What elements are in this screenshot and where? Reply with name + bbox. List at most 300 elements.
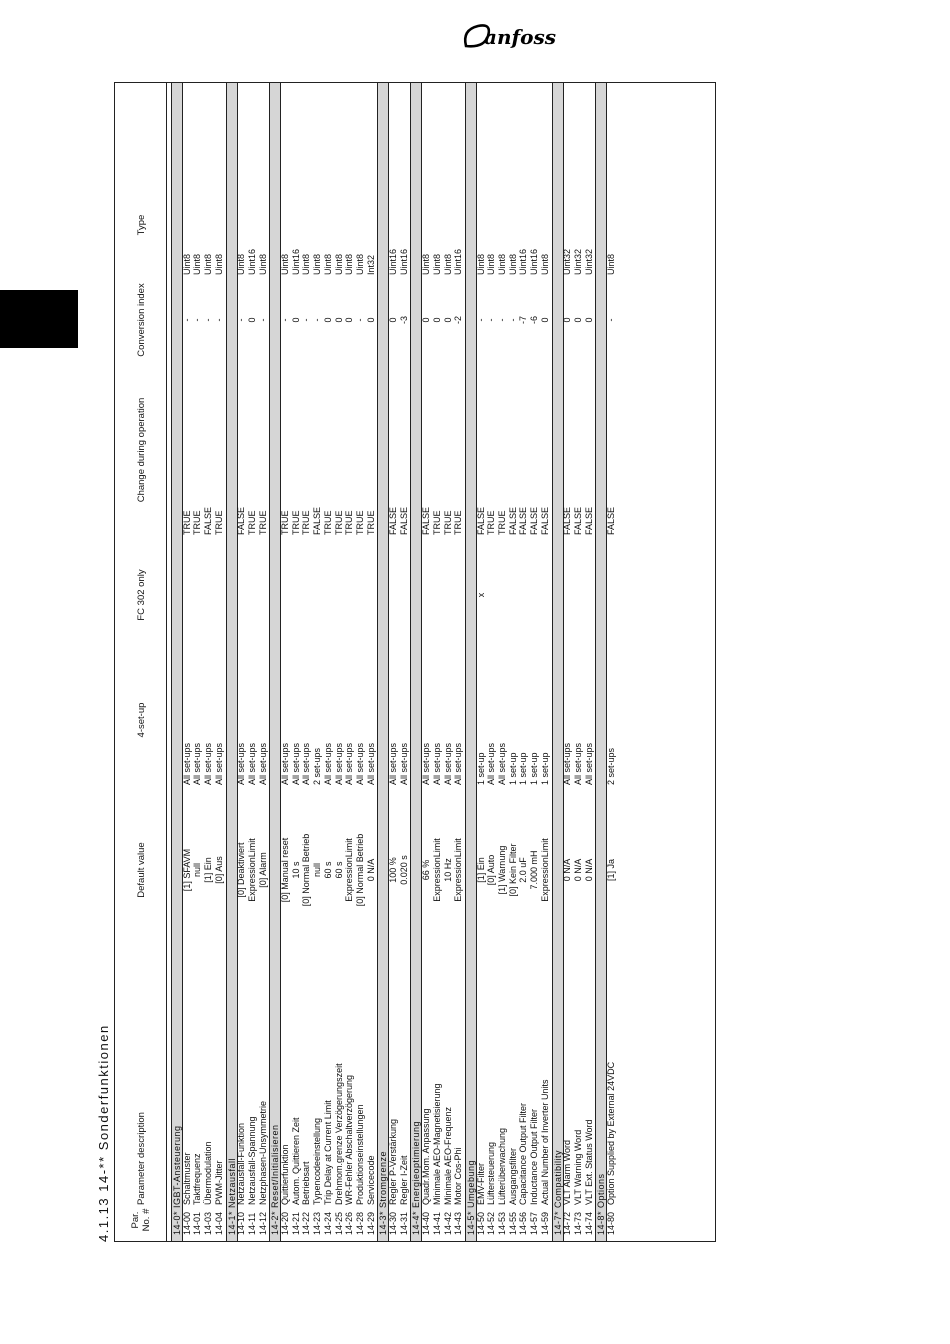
cell-description: WR-Fehler Abschaltverzögerung	[344, 1074, 355, 1205]
cell-default-value: 10 Hz	[442, 858, 453, 882]
cell-change-during-operation: TRUE	[290, 510, 301, 535]
group-title: 14-1* Netzausfall	[226, 1157, 237, 1235]
cell-setup: All set-ups	[344, 742, 355, 785]
group-title: 14-3* Stromgrenze	[378, 1150, 389, 1235]
header-par-no: Par. No. #	[130, 1208, 152, 1232]
table-row	[453, 83, 463, 1241]
cell-par-no: 14-52	[486, 1211, 497, 1235]
cell-default-value: ExpressionLimit	[344, 838, 355, 902]
table-row	[355, 83, 365, 1241]
cell-setup: All set-ups	[333, 742, 344, 785]
cell-change-during-operation: TRUE	[344, 510, 355, 535]
cell-description: Quadr.Mom. Anpassung	[421, 1108, 432, 1205]
cell-change-during-operation: TRUE	[431, 510, 442, 535]
table-row	[182, 83, 192, 1241]
cell-conversion-index: 0	[562, 317, 573, 323]
cell-conversion-index: -	[486, 318, 497, 322]
cell-type: Uint8	[486, 253, 497, 275]
cell-par-no: 14-74	[583, 1211, 594, 1235]
cell-default-value: 0 N/A	[572, 858, 583, 882]
cell-default-value: [0] Auto	[486, 854, 497, 886]
cell-default-value: ExpressionLimit	[539, 838, 550, 902]
cell-fc302	[355, 535, 365, 655]
cell-type: Uint8	[312, 253, 323, 275]
cell-conversion-index: -	[181, 318, 192, 322]
cell-par-no: 14-80	[606, 1211, 616, 1235]
cell-conversion-index: 0	[539, 317, 550, 323]
cell-type: Uint16	[529, 248, 540, 275]
cell-par-no: 14-10	[236, 1211, 247, 1235]
cell-fc302	[334, 535, 344, 655]
cell-description: Produktionseinstellungen	[354, 1104, 365, 1205]
cell-description: Netzausfall-Spannung	[246, 1116, 257, 1205]
chapter-tab-marker	[0, 290, 78, 348]
table-row	[214, 83, 224, 1241]
table-row	[192, 83, 202, 1241]
cell-default-value: null	[192, 863, 203, 878]
cell-description: PWM-Jitter	[213, 1160, 224, 1205]
cell-default-value: [0] Normal Betrieb	[301, 833, 312, 907]
cell-default-value: [1] SFAVM	[181, 848, 192, 892]
group-title: 14-7* Compatibility	[552, 1149, 563, 1235]
cell-change-during-operation: FALSE	[507, 506, 518, 535]
cell-change-during-operation: FALSE	[583, 506, 594, 535]
cell-default-value: [0] Aus	[213, 856, 224, 884]
cell-fc302	[584, 535, 594, 655]
cell-setup: All set-ups	[213, 742, 224, 785]
cell-type: Uint8	[431, 253, 442, 275]
table-row	[443, 83, 453, 1241]
cell-fc302	[399, 535, 409, 655]
cell-fc302	[344, 535, 354, 655]
cell-description: Drehmom.grenze Verzögerungszeit	[333, 1063, 344, 1205]
cell-par-no: 14-22	[301, 1211, 312, 1235]
cell-type: Int32	[365, 254, 376, 275]
cell-par-no: 14-43	[453, 1211, 464, 1235]
table-row	[366, 83, 376, 1241]
cell-fc302	[443, 535, 453, 655]
cell-conversion-index: -	[203, 318, 214, 322]
cell-description: Minimale AEO-Frequenz	[442, 1106, 453, 1205]
cell-par-no: 14-59	[539, 1211, 550, 1235]
cell-default-value: 60 s	[333, 861, 344, 879]
cell-par-no: 14-55	[507, 1211, 518, 1235]
cell-change-during-operation: FALSE	[236, 506, 247, 535]
cell-par-no: 14-23	[312, 1211, 323, 1235]
cell-setup: All set-ups	[431, 742, 442, 785]
cell-change-during-operation: FALSE	[421, 506, 432, 535]
cell-setup: All set-ups	[497, 742, 507, 785]
cell-conversion-index: 0	[583, 317, 594, 323]
table-row	[584, 83, 594, 1241]
cell-conversion-index: -6	[529, 316, 540, 325]
danfoss-logo	[458, 16, 558, 56]
cell-type: Uint16	[398, 248, 409, 275]
group-title: 14-5* Umgebung	[465, 1159, 476, 1235]
cell-setup: All set-ups	[280, 742, 290, 785]
table-row	[562, 83, 572, 1241]
cell-setup: 1 set-up	[529, 752, 540, 785]
cell-fc302	[562, 535, 572, 655]
cell-conversion-index: -	[213, 318, 224, 322]
cell-par-no: 14-04	[213, 1211, 224, 1235]
cell-change-during-operation: TRUE	[354, 510, 365, 535]
cell-conversion-index: -	[312, 318, 323, 322]
rotated-page-content	[96, 62, 726, 1242]
table-row	[606, 83, 616, 1241]
cell-change-during-operation: TRUE	[333, 510, 344, 535]
cell-change-during-operation: TRUE	[257, 510, 268, 535]
cell-description: Quittierfunktion	[280, 1144, 290, 1205]
cell-fc302	[323, 535, 333, 655]
cell-change-during-operation: TRUE	[246, 510, 257, 535]
cell-conversion-index: -2	[453, 316, 464, 325]
cell-type: Uint8	[236, 253, 247, 275]
table-row	[312, 83, 322, 1241]
cell-par-no: 14-21	[290, 1211, 301, 1235]
cell-default-value: [0] Kein Filter	[507, 843, 518, 897]
cell-conversion-index: -	[301, 318, 312, 322]
cell-conversion-index: -	[354, 318, 365, 322]
cell-conversion-index: -	[192, 318, 203, 322]
table-row	[247, 83, 257, 1241]
cell-change-during-operation: FALSE	[312, 506, 323, 535]
cell-setup: All set-ups	[301, 742, 312, 785]
cell-setup: All set-ups	[257, 742, 268, 785]
cell-default-value: 100 %	[388, 857, 398, 883]
cell-change-during-operation: TRUE	[365, 510, 376, 535]
table-row	[323, 83, 333, 1241]
cell-change-during-operation: TRUE	[192, 510, 203, 535]
cell-change-during-operation: TRUE	[301, 510, 312, 535]
cell-fc302	[280, 535, 290, 655]
cell-conversion-index: 0	[421, 317, 432, 323]
section-title: 4.1.13 14-** Sonderfunktionen	[96, 1024, 111, 1242]
table-header	[115, 83, 167, 1241]
cell-default-value: ExpressionLimit	[453, 838, 464, 902]
danfoss-logo-mark	[458, 16, 558, 56]
cell-conversion-index: -	[236, 318, 247, 322]
cell-fc302	[529, 535, 539, 655]
cell-par-no: 14-42	[442, 1211, 453, 1235]
cell-default-value: null	[312, 863, 323, 878]
cell-description: Capacitance Output Filter	[518, 1102, 529, 1205]
cell-conversion-index: -7	[518, 316, 529, 325]
cell-change-during-operation: FALSE	[606, 506, 616, 535]
cell-type: Uint8	[280, 253, 290, 275]
cell-par-no: 14-00	[181, 1211, 192, 1235]
cell-setup: 2 set-ups	[606, 747, 616, 785]
table-row	[573, 83, 583, 1241]
cell-setup: All set-ups	[365, 742, 376, 785]
cell-description: Actual Number of Inverter Units	[539, 1079, 550, 1205]
cell-type: Uint8	[354, 253, 365, 275]
cell-setup: All set-ups	[486, 742, 497, 785]
cell-description: VLT Warning Word	[572, 1129, 583, 1205]
cell-type: Uint8	[322, 253, 333, 275]
cell-type: Uint8	[192, 253, 203, 275]
cell-description: Typencodeeinstellung	[312, 1117, 323, 1205]
cell-default-value: [0] Manual reset	[280, 837, 290, 903]
cell-default-value: 66 %	[421, 859, 432, 881]
cell-description: Servicecode	[365, 1155, 376, 1205]
cell-fc302	[453, 535, 463, 655]
cell-type: Uint8	[475, 253, 486, 275]
cell-conversion-index: 0	[246, 317, 257, 323]
cell-type: Uint32	[572, 248, 583, 275]
header-change-during-operation: Change during operation	[135, 397, 147, 503]
cell-change-during-operation: FALSE	[529, 506, 540, 535]
cell-par-no: 14-24	[322, 1211, 333, 1235]
cell-setup: 1 set-up	[475, 752, 486, 785]
cell-type: Uint8	[203, 253, 214, 275]
table-row	[399, 83, 409, 1241]
cell-description: Betriebsart	[301, 1161, 312, 1205]
cell-par-no: 14-01	[192, 1211, 203, 1235]
cell-type: Uint16	[290, 248, 301, 275]
cell-par-no: 14-72	[562, 1211, 573, 1235]
cell-default-value: [0] Normal Betrieb	[354, 833, 365, 907]
cell-change-during-operation: FALSE	[562, 506, 573, 535]
cell-par-no: 14-29	[365, 1211, 376, 1235]
cell-par-no: 14-11	[246, 1212, 257, 1235]
parameter-table	[114, 82, 716, 1242]
table-row	[301, 83, 311, 1241]
cell-type: Uint16	[518, 248, 529, 275]
cell-change-during-operation: TRUE	[322, 510, 333, 535]
cell-setup: 1 set-up	[518, 752, 529, 785]
cell-change-during-operation: TRUE	[442, 510, 453, 535]
cell-fc302	[518, 535, 528, 655]
cell-conversion-index: -3	[398, 316, 409, 325]
cell-par-no: 14-31	[398, 1211, 409, 1235]
table-row	[540, 83, 550, 1241]
table-row	[518, 83, 528, 1241]
cell-description: Regler I-Zeit	[398, 1155, 409, 1205]
cell-par-no: 14-30	[388, 1211, 398, 1235]
cell-par-no: 14-20	[280, 1211, 290, 1235]
cell-description: EMV-Filter	[475, 1162, 486, 1205]
group-title: 14-0* IGBT-Ansteuerung	[172, 1125, 182, 1235]
cell-default-value: 0.020 s	[398, 855, 409, 885]
cell-fc302	[486, 535, 496, 655]
cell-default-value: ExpressionLimit	[246, 838, 257, 902]
cell-fc302	[421, 535, 431, 655]
header-description: Parameter description	[135, 1112, 147, 1205]
cell-fc302: x	[475, 592, 486, 598]
cell-description: VLT Ext. Status Word	[583, 1119, 594, 1205]
header-fc302: FC 302 only	[135, 569, 147, 621]
cell-setup: All set-ups	[246, 742, 257, 785]
cell-description: Regler P-Verstärkung	[388, 1118, 398, 1205]
cell-change-during-operation: FALSE	[388, 506, 398, 535]
cell-setup: All set-ups	[442, 742, 453, 785]
table-row	[432, 83, 442, 1241]
cell-fc302	[301, 535, 311, 655]
cell-description: Lüfterüberwachung	[497, 1127, 507, 1205]
cell-description: Schaltmuster	[181, 1152, 192, 1205]
cell-fc302	[606, 535, 616, 655]
cell-setup: 1 set-up	[539, 752, 550, 785]
cell-description: Netzphasen-Unsymmetrie	[257, 1100, 268, 1205]
cell-description: Minimale AEO-Magnetisierung	[431, 1083, 442, 1205]
cell-type: Uint8	[442, 253, 453, 275]
cell-par-no: 14-53	[497, 1211, 507, 1235]
cell-change-during-operation: TRUE	[453, 510, 464, 535]
cell-setup: All set-ups	[192, 742, 203, 785]
cell-conversion-index: -	[475, 318, 486, 322]
cell-change-during-operation: TRUE	[497, 510, 507, 535]
cell-par-no: 14-56	[518, 1211, 529, 1235]
cell-conversion-index: 0	[344, 317, 355, 323]
cell-change-during-operation: FALSE	[572, 506, 583, 535]
cell-conversion-index: 0	[322, 317, 333, 323]
svg-text:anfoss: anfoss	[484, 25, 556, 49]
cell-type: Uint8	[344, 253, 355, 275]
cell-setup: All set-ups	[203, 742, 214, 785]
table-row	[529, 83, 539, 1241]
cell-description: Übermodulation	[203, 1141, 214, 1205]
cell-default-value: 10 s	[290, 861, 301, 879]
cell-description: Option Supplied by External 24VDC	[606, 1061, 616, 1205]
header-conversion-index: Conversion index	[135, 283, 147, 357]
cell-fc302	[497, 535, 507, 655]
group-title: 14-2* Reset/Initialisieren	[270, 1124, 281, 1235]
header-type: Type	[135, 214, 147, 236]
cell-setup: All set-ups	[290, 742, 301, 785]
cell-description: Ausgangsfilter	[507, 1147, 518, 1205]
table-row	[203, 83, 213, 1241]
cell-default-value: 7.000 mH	[529, 850, 540, 890]
cell-change-during-operation: TRUE	[280, 510, 290, 535]
group-title: 14-8* Options	[596, 1173, 607, 1235]
cell-default-value: [0] Deaktiviert	[236, 842, 247, 898]
cell-default-value: 0 N/A	[365, 858, 376, 882]
cell-type: Uint8	[507, 253, 518, 275]
cell-change-during-operation: FALSE	[203, 506, 214, 535]
cell-par-no: 14-57	[529, 1211, 540, 1235]
cell-default-value: [1] Ein	[203, 857, 214, 883]
cell-setup: All set-ups	[398, 742, 409, 785]
cell-description: VLT Alarm Word	[562, 1139, 573, 1205]
cell-conversion-index: 0	[572, 317, 583, 323]
cell-setup: All set-ups	[453, 742, 464, 785]
table-row	[486, 83, 496, 1241]
cell-par-no: 14-50	[475, 1211, 486, 1235]
cell-change-during-operation: TRUE	[213, 510, 224, 535]
cell-conversion-index: 0	[365, 317, 376, 323]
cell-description: Netzausfall-Funktion	[236, 1122, 247, 1205]
cell-type: Uint8	[213, 253, 224, 275]
cell-type: Uint16	[246, 248, 257, 275]
cell-description: Trip Delay at Current Limit	[322, 1100, 333, 1205]
cell-par-no: 14-03	[203, 1211, 214, 1235]
cell-par-no: 14-41	[431, 1211, 442, 1235]
cell-conversion-index: 0	[290, 317, 301, 323]
cell-par-no: 14-25	[333, 1211, 344, 1235]
cell-fc302	[247, 535, 257, 655]
cell-fc302	[182, 535, 192, 655]
cell-fc302	[508, 535, 518, 655]
cell-setup: All set-ups	[562, 742, 573, 785]
cell-description: Autom. Quittieren Zeit	[290, 1117, 301, 1205]
cell-description: Inductance Output Filter	[529, 1108, 540, 1205]
cell-fc302	[291, 535, 301, 655]
cell-default-value: 0 N/A	[562, 858, 573, 882]
table-row	[421, 83, 431, 1241]
cell-fc302	[573, 535, 583, 655]
cell-fc302	[432, 535, 442, 655]
cell-default-value: 60 s	[322, 861, 333, 879]
cell-fc302	[540, 535, 550, 655]
cell-par-no: 14-28	[354, 1211, 365, 1235]
cell-conversion-index: -	[507, 318, 518, 322]
cell-type: Uint8	[539, 253, 550, 275]
cell-conversion-index: -	[497, 318, 507, 322]
table-row	[508, 83, 518, 1241]
table-row	[344, 83, 354, 1241]
cell-change-during-operation: TRUE	[486, 510, 497, 535]
cell-type: Uint8	[181, 253, 192, 275]
table-row	[258, 83, 268, 1241]
cell-fc302	[203, 535, 213, 655]
cell-conversion-index: 0	[388, 317, 398, 323]
cell-setup: All set-ups	[572, 742, 583, 785]
cell-type: Uint16	[388, 248, 398, 275]
cell-type: Uint8	[421, 253, 432, 275]
cell-type: Uint32	[583, 248, 594, 275]
cell-type: Uint8	[301, 253, 312, 275]
cell-par-no: 14-40	[421, 1211, 432, 1235]
cell-fc302	[192, 535, 202, 655]
cell-change-during-operation: FALSE	[518, 506, 529, 535]
cell-change-during-operation: FALSE	[539, 506, 550, 535]
table-row	[497, 83, 507, 1241]
cell-setup: All set-ups	[421, 742, 432, 785]
table-row	[291, 83, 301, 1241]
cell-fc302	[258, 535, 268, 655]
cell-conversion-index: -	[606, 318, 616, 322]
table-row	[334, 83, 344, 1241]
cell-par-no: 14-73	[572, 1211, 583, 1235]
cell-setup: 1 set-up	[507, 752, 518, 785]
cell-type: Uint8	[497, 253, 507, 275]
group-title: 14-4* Energieoptimierung	[411, 1120, 422, 1235]
cell-change-during-operation: TRUE	[181, 510, 192, 535]
cell-type: Uint16	[453, 248, 464, 275]
cell-conversion-index: -	[257, 318, 268, 322]
cell-setup: 2 set-ups	[312, 747, 323, 785]
cell-description: Taktfrequenz	[192, 1153, 203, 1205]
table-row	[280, 83, 290, 1241]
cell-conversion-index: 0	[431, 317, 442, 323]
table-row	[476, 83, 486, 1241]
cell-fc302	[312, 535, 322, 655]
table-row	[236, 83, 246, 1241]
cell-conversion-index: 0	[442, 317, 453, 323]
cell-type: Uint32	[562, 248, 573, 275]
cell-par-no: 14-26	[344, 1211, 355, 1235]
cell-default-value: 2.0 uF	[518, 857, 529, 883]
cell-setup: All set-ups	[583, 742, 594, 785]
cell-fc302	[388, 535, 398, 655]
cell-default-value: 0 N/A	[583, 858, 594, 882]
cell-type: Uint8	[333, 253, 344, 275]
cell-type: Uint8	[606, 253, 616, 275]
cell-description: Motor Cos-Phi	[453, 1147, 464, 1205]
cell-setup: All set-ups	[388, 742, 398, 785]
cell-change-during-operation: FALSE	[475, 506, 486, 535]
